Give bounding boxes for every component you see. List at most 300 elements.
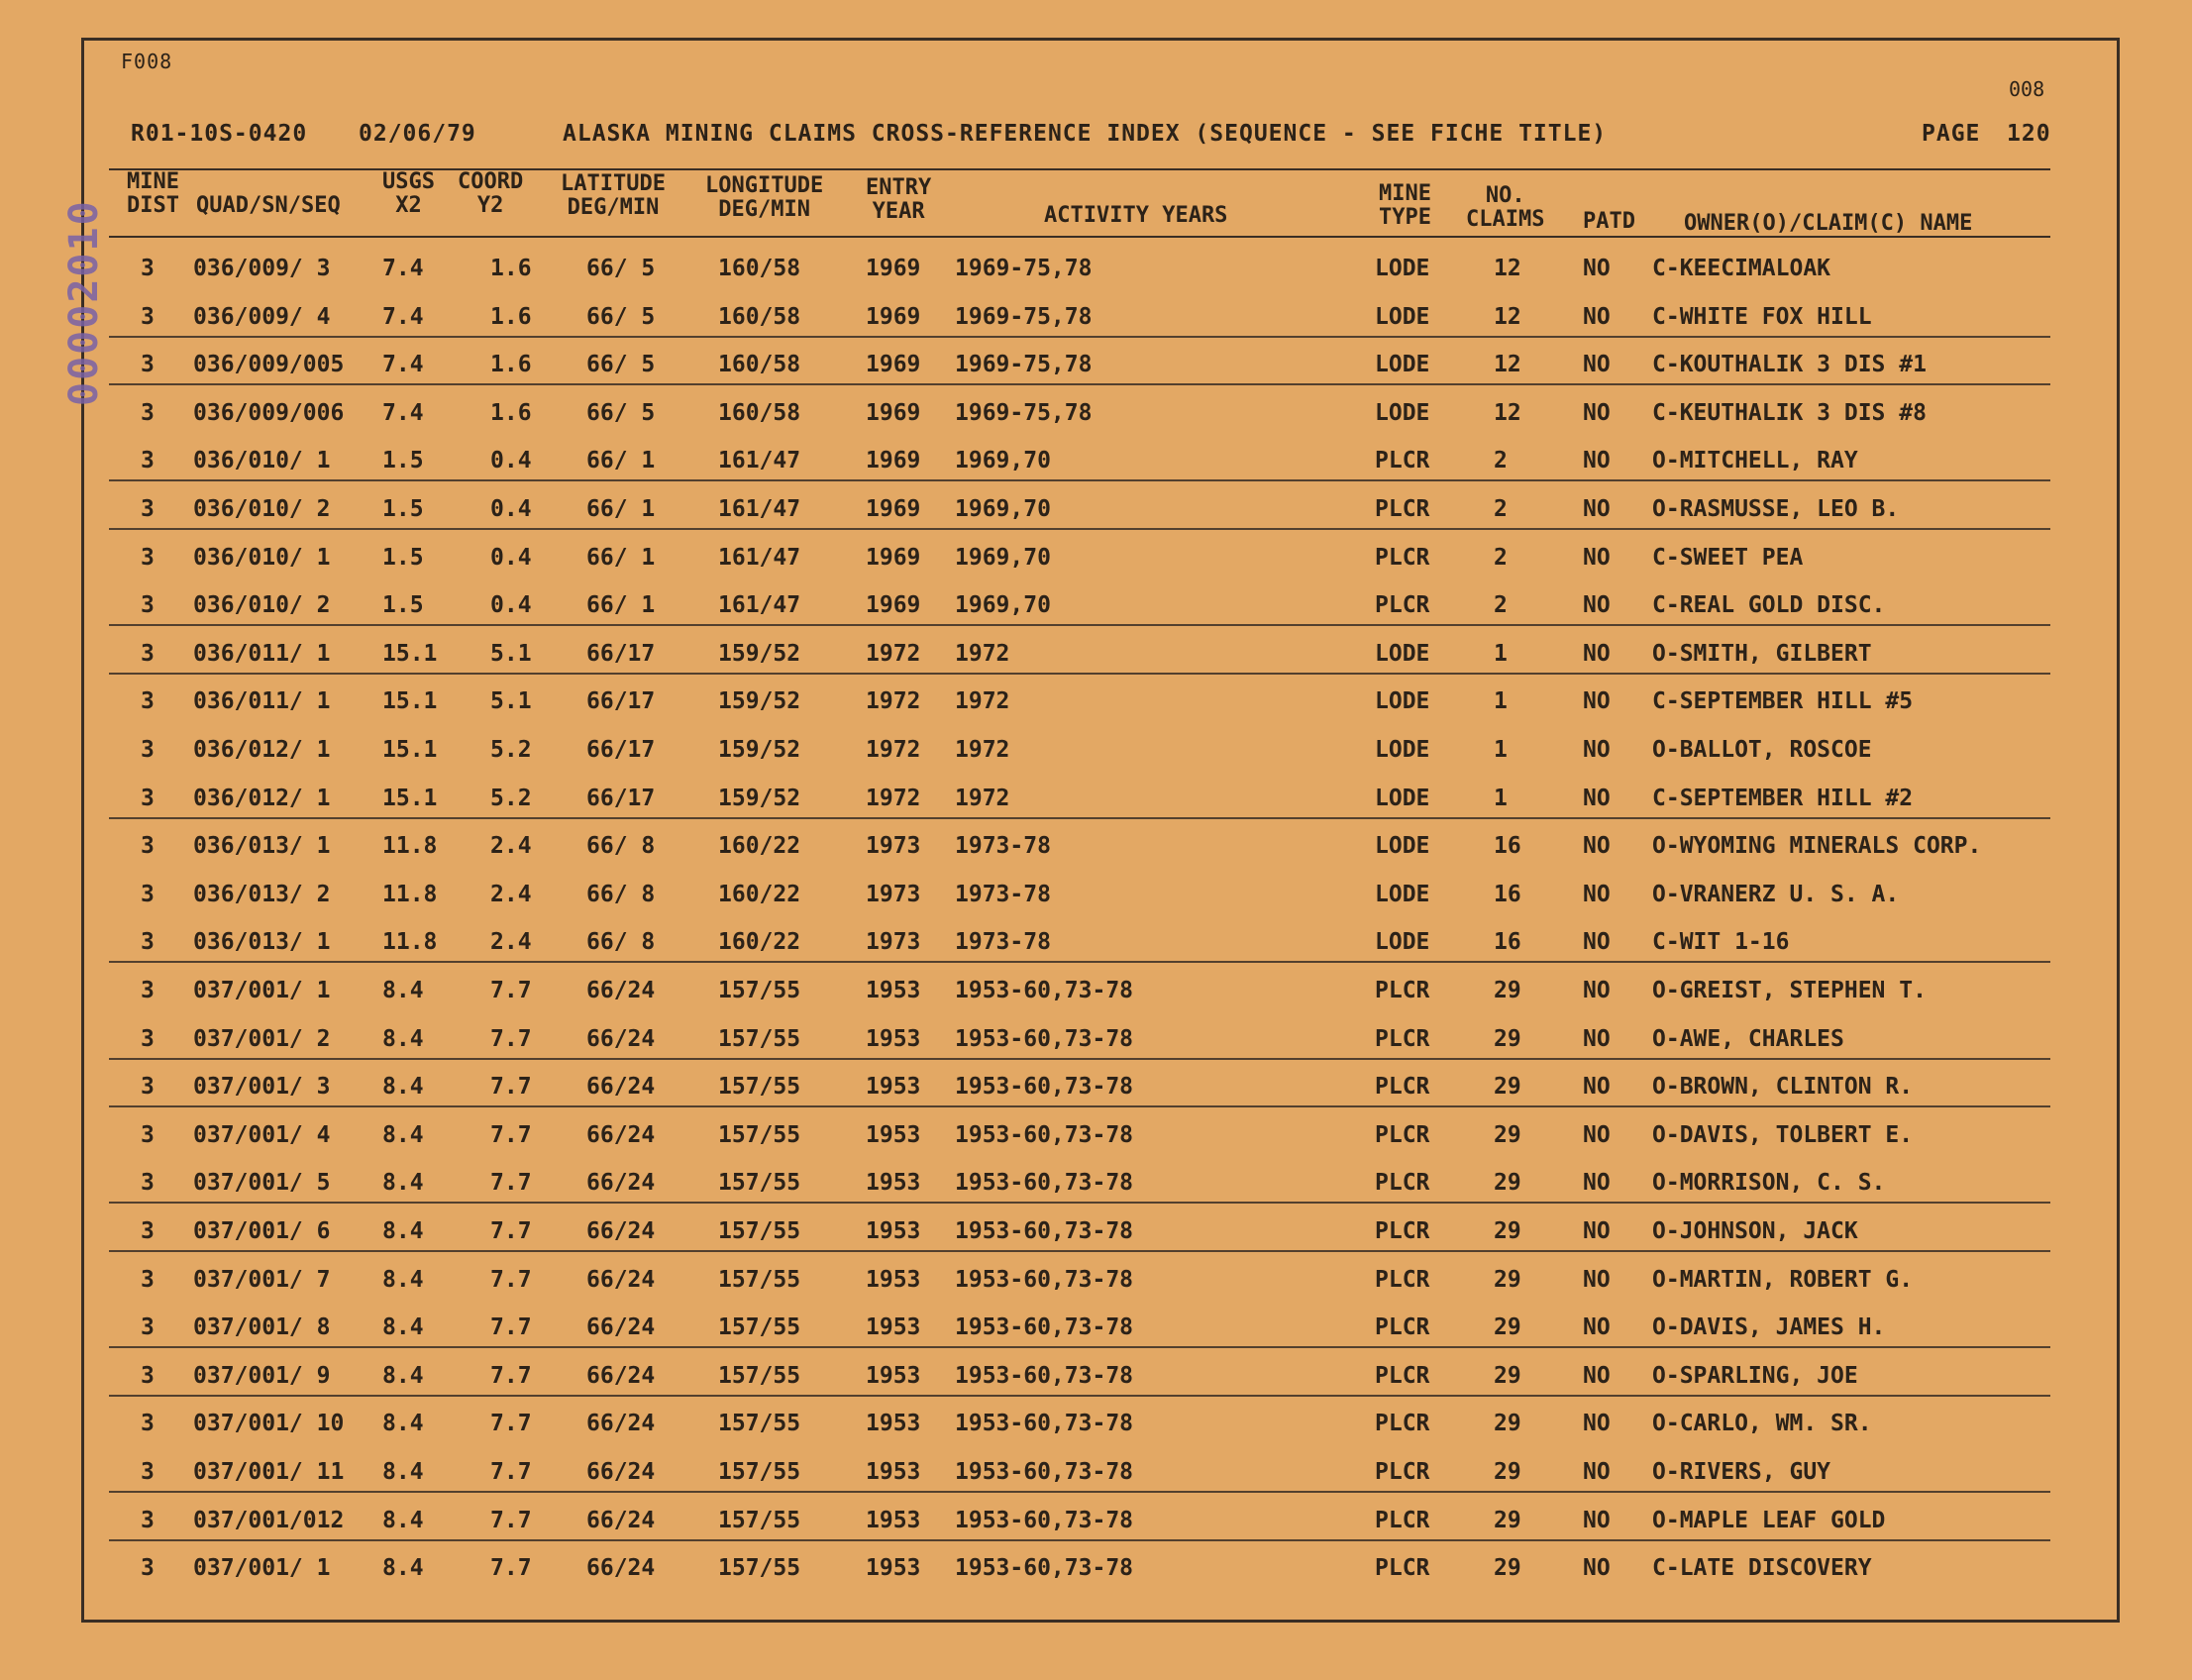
quad-cell: 037/001/ 8 bbox=[193, 1314, 331, 1340]
coord-y2-cell: 7.7 bbox=[490, 1508, 532, 1533]
coord-y2-cell: 7.7 bbox=[490, 1267, 532, 1293]
usgs-x2-cell: 11.8 bbox=[382, 882, 438, 907]
mine-dist-cell: 3 bbox=[141, 1170, 155, 1196]
coord-y2-cell: 1.6 bbox=[490, 304, 532, 330]
entry-year-cell: 1972 bbox=[866, 641, 921, 667]
usgs-x2-cell: 15.1 bbox=[382, 737, 438, 763]
table-row bbox=[0, 296, 2192, 344]
mine-dist-cell: 3 bbox=[141, 1074, 155, 1100]
mine-dist-cell: 3 bbox=[141, 592, 155, 618]
owner-claim-cell: O-AWE, CHARLES bbox=[1652, 1026, 1844, 1052]
no-claims-cell: 29 bbox=[1494, 1555, 1521, 1581]
activity-years-cell: 1972 bbox=[955, 737, 1010, 763]
longitude-cell: 157/55 bbox=[718, 1026, 801, 1052]
latitude-cell: 66/17 bbox=[586, 737, 656, 763]
mine-dist-cell: 3 bbox=[141, 737, 155, 763]
quad-cell: 037/001/ 3 bbox=[193, 1074, 331, 1100]
entry-year-cell: 1969 bbox=[866, 592, 921, 618]
owner-claim-cell: O-GREIST, STEPHEN T. bbox=[1652, 978, 1927, 1003]
usgs-x2-cell: 8.4 bbox=[382, 1363, 424, 1389]
side-stamp-number: 00002010 bbox=[61, 199, 107, 406]
quad-cell: 036/009/ 3 bbox=[193, 256, 331, 281]
activity-years-cell: 1969,70 bbox=[955, 545, 1051, 571]
usgs-x2-cell: 1.5 bbox=[382, 545, 424, 571]
quad-cell: 036/009/ 4 bbox=[193, 304, 331, 330]
usgs-x2-cell: 7.4 bbox=[382, 304, 424, 330]
quad-cell: 036/013/ 1 bbox=[193, 929, 331, 955]
entry-year-cell: 1973 bbox=[866, 929, 921, 955]
col-latitude: LATITUDE DEG/MIN bbox=[561, 171, 666, 220]
quad-cell: 037/001/ 5 bbox=[193, 1170, 331, 1196]
owner-claim-cell: O-SPARLING, JOE bbox=[1652, 1363, 1858, 1389]
entry-year-cell: 1973 bbox=[866, 882, 921, 907]
col-no-claims: NO. CLAIMS bbox=[1466, 183, 1545, 232]
no-claims-cell: 29 bbox=[1494, 1411, 1521, 1436]
patd-cell: NO bbox=[1583, 833, 1611, 859]
entry-year-cell: 1953 bbox=[866, 1508, 921, 1533]
latitude-cell: 66/ 1 bbox=[586, 448, 656, 473]
owner-claim-cell: O-MAPLE LEAF GOLD bbox=[1652, 1508, 1886, 1533]
entry-year-cell: 1953 bbox=[866, 1459, 921, 1485]
activity-years-cell: 1953-60,73-78 bbox=[955, 1314, 1134, 1340]
mine-type-cell: PLCR bbox=[1375, 496, 1430, 522]
mine-dist-cell: 3 bbox=[141, 1363, 155, 1389]
latitude-cell: 66/24 bbox=[586, 1459, 656, 1485]
quad-cell: 037/001/ 9 bbox=[193, 1363, 331, 1389]
activity-years-cell: 1953-60,73-78 bbox=[955, 1218, 1134, 1244]
owner-claim-cell: C-KEECIMALOAK bbox=[1652, 256, 1831, 281]
latitude-cell: 66/ 5 bbox=[586, 400, 656, 426]
longitude-cell: 157/55 bbox=[718, 1363, 801, 1389]
entry-year-cell: 1953 bbox=[866, 978, 921, 1003]
coord-y2-cell: 7.7 bbox=[490, 1026, 532, 1052]
patd-cell: NO bbox=[1583, 737, 1611, 763]
mine-dist-cell: 3 bbox=[141, 545, 155, 571]
no-claims-cell: 12 bbox=[1494, 352, 1521, 377]
quad-cell: 037/001/ 1 bbox=[193, 1555, 331, 1581]
owner-claim-cell: O-CARLO, WM. SR. bbox=[1652, 1411, 1872, 1436]
mine-dist-cell: 3 bbox=[141, 1508, 155, 1533]
mine-type-cell: LODE bbox=[1375, 304, 1430, 330]
activity-years-cell: 1953-60,73-78 bbox=[955, 1122, 1134, 1148]
mine-type-cell: LODE bbox=[1375, 833, 1430, 859]
longitude-cell: 159/52 bbox=[718, 786, 801, 811]
usgs-x2-cell: 8.4 bbox=[382, 1170, 424, 1196]
no-claims-cell: 1 bbox=[1494, 786, 1508, 811]
activity-years-cell: 1953-60,73-78 bbox=[955, 1411, 1134, 1436]
quad-cell: 036/010/ 2 bbox=[193, 592, 331, 618]
mine-dist-cell: 3 bbox=[141, 978, 155, 1003]
latitude-cell: 66/24 bbox=[586, 978, 656, 1003]
mine-type-cell: PLCR bbox=[1375, 592, 1430, 618]
patd-cell: NO bbox=[1583, 1026, 1611, 1052]
mine-type-cell: PLCR bbox=[1375, 1074, 1430, 1100]
longitude-cell: 157/55 bbox=[718, 1555, 801, 1581]
report-id: R01-10S-0420 bbox=[131, 121, 308, 147]
mine-dist-cell: 3 bbox=[141, 833, 155, 859]
latitude-cell: 66/ 1 bbox=[586, 592, 656, 618]
mine-dist-cell: 3 bbox=[141, 496, 155, 522]
latitude-cell: 66/17 bbox=[586, 786, 656, 811]
latitude-cell: 66/ 8 bbox=[586, 882, 656, 907]
no-claims-cell: 2 bbox=[1494, 545, 1508, 571]
mine-dist-cell: 3 bbox=[141, 1314, 155, 1340]
owner-claim-cell: C-SEPTEMBER HILL #2 bbox=[1652, 786, 1914, 811]
coord-y2-cell: 0.4 bbox=[490, 496, 532, 522]
longitude-cell: 161/47 bbox=[718, 496, 801, 522]
entry-year-cell: 1969 bbox=[866, 545, 921, 571]
patd-cell: NO bbox=[1583, 1411, 1611, 1436]
entry-year-cell: 1953 bbox=[866, 1555, 921, 1581]
no-claims-cell: 29 bbox=[1494, 1363, 1521, 1389]
table-row bbox=[0, 1066, 2192, 1113]
table-row bbox=[0, 344, 2192, 391]
no-claims-cell: 12 bbox=[1494, 256, 1521, 281]
col-activity-years: ACTIVITY YEARS bbox=[1044, 203, 1228, 228]
latitude-cell: 66/24 bbox=[586, 1267, 656, 1293]
quad-cell: 037/001/ 4 bbox=[193, 1122, 331, 1148]
patd-cell: NO bbox=[1583, 882, 1611, 907]
owner-claim-cell: C-KOUTHALIK 3 DIS #1 bbox=[1652, 352, 1927, 377]
table-row bbox=[0, 1018, 2192, 1066]
latitude-cell: 66/ 1 bbox=[586, 496, 656, 522]
patd-cell: NO bbox=[1583, 304, 1611, 330]
usgs-x2-cell: 8.4 bbox=[382, 1411, 424, 1436]
table-row bbox=[0, 729, 2192, 777]
no-claims-cell: 2 bbox=[1494, 448, 1508, 473]
latitude-cell: 66/24 bbox=[586, 1363, 656, 1389]
longitude-cell: 157/55 bbox=[718, 1314, 801, 1340]
no-claims-cell: 12 bbox=[1494, 304, 1521, 330]
usgs-x2-cell: 7.4 bbox=[382, 400, 424, 426]
table-row bbox=[0, 1114, 2192, 1162]
mine-type-cell: PLCR bbox=[1375, 545, 1430, 571]
coord-y2-cell: 0.4 bbox=[490, 592, 532, 618]
longitude-cell: 160/58 bbox=[718, 304, 801, 330]
table-row bbox=[0, 1500, 2192, 1547]
quad-cell: 036/011/ 1 bbox=[193, 641, 331, 667]
patd-cell: NO bbox=[1583, 1459, 1611, 1485]
owner-claim-cell: C-WIT 1-16 bbox=[1652, 929, 1790, 955]
entry-year-cell: 1972 bbox=[866, 786, 921, 811]
usgs-x2-cell: 8.4 bbox=[382, 1555, 424, 1581]
col-mine-type: MINE TYPE bbox=[1379, 181, 1431, 230]
mine-type-cell: LODE bbox=[1375, 400, 1430, 426]
table-row bbox=[0, 1403, 2192, 1450]
usgs-x2-cell: 1.5 bbox=[382, 592, 424, 618]
patd-cell: NO bbox=[1583, 1218, 1611, 1244]
no-claims-cell: 29 bbox=[1494, 1508, 1521, 1533]
quad-cell: 037/001/ 2 bbox=[193, 1026, 331, 1052]
quad-cell: 036/013/ 2 bbox=[193, 882, 331, 907]
patd-cell: NO bbox=[1583, 1122, 1611, 1148]
patd-cell: NO bbox=[1583, 1314, 1611, 1340]
usgs-x2-cell: 7.4 bbox=[382, 352, 424, 377]
table-row bbox=[0, 488, 2192, 536]
mine-type-cell: PLCR bbox=[1375, 1122, 1430, 1148]
mine-dist-cell: 3 bbox=[141, 448, 155, 473]
col-entry-year: ENTRY YEAR bbox=[866, 175, 932, 224]
entry-year-cell: 1953 bbox=[866, 1170, 921, 1196]
longitude-cell: 157/55 bbox=[718, 1218, 801, 1244]
coord-y2-cell: 2.4 bbox=[490, 833, 532, 859]
report-title: ALASKA MINING CLAIMS CROSS-REFERENCE INDEX (SEQUENCE - SEE FICHE TITLE) bbox=[563, 121, 1608, 147]
latitude-cell: 66/ 5 bbox=[586, 304, 656, 330]
owner-claim-cell: O-JOHNSON, JACK bbox=[1652, 1218, 1858, 1244]
longitude-cell: 161/47 bbox=[718, 545, 801, 571]
longitude-cell: 157/55 bbox=[718, 1170, 801, 1196]
owner-claim-cell: O-MORRISON, C. S. bbox=[1652, 1170, 1886, 1196]
mine-type-cell: LODE bbox=[1375, 641, 1430, 667]
col-longitude: LONGITUDE DEG/MIN bbox=[705, 173, 824, 222]
table-row bbox=[0, 537, 2192, 584]
coord-y2-cell: 0.4 bbox=[490, 448, 532, 473]
table-row bbox=[0, 392, 2192, 440]
mine-type-cell: PLCR bbox=[1375, 1314, 1430, 1340]
owner-claim-cell: O-MITCHELL, RAY bbox=[1652, 448, 1858, 473]
mine-type-cell: LODE bbox=[1375, 929, 1430, 955]
mine-type-cell: PLCR bbox=[1375, 1170, 1430, 1196]
owner-claim-cell: O-RASMUSSE, LEO B. bbox=[1652, 496, 1900, 522]
owner-claim-cell: O-WYOMING MINERALS CORP. bbox=[1652, 833, 1982, 859]
quad-cell: 036/009/005 bbox=[193, 352, 345, 377]
patd-cell: NO bbox=[1583, 1555, 1611, 1581]
coord-y2-cell: 7.7 bbox=[490, 1411, 532, 1436]
coord-y2-cell: 7.7 bbox=[490, 1122, 532, 1148]
longitude-cell: 161/47 bbox=[718, 592, 801, 618]
no-claims-cell: 2 bbox=[1494, 496, 1508, 522]
mine-type-cell: LODE bbox=[1375, 256, 1430, 281]
owner-claim-cell: C-WHITE FOX HILL bbox=[1652, 304, 1872, 330]
coord-y2-cell: 5.1 bbox=[490, 688, 532, 714]
entry-year-cell: 1969 bbox=[866, 352, 921, 377]
latitude-cell: 66/24 bbox=[586, 1508, 656, 1533]
activity-years-cell: 1973-78 bbox=[955, 833, 1051, 859]
activity-years-cell: 1972 bbox=[955, 786, 1010, 811]
longitude-cell: 160/58 bbox=[718, 256, 801, 281]
mine-type-cell: PLCR bbox=[1375, 1411, 1430, 1436]
latitude-cell: 66/17 bbox=[586, 641, 656, 667]
patd-cell: NO bbox=[1583, 1267, 1611, 1293]
activity-years-cell: 1969,70 bbox=[955, 592, 1051, 618]
usgs-x2-cell: 8.4 bbox=[382, 1267, 424, 1293]
patd-cell: NO bbox=[1583, 496, 1611, 522]
owner-claim-cell: O-RIVERS, GUY bbox=[1652, 1459, 1831, 1485]
owner-claim-cell: C-REAL GOLD DISC. bbox=[1652, 592, 1886, 618]
table-row bbox=[0, 681, 2192, 728]
usgs-x2-cell: 11.8 bbox=[382, 929, 438, 955]
activity-years-cell: 1969-75,78 bbox=[955, 352, 1093, 377]
no-claims-cell: 16 bbox=[1494, 882, 1521, 907]
patd-cell: NO bbox=[1583, 641, 1611, 667]
latitude-cell: 66/ 5 bbox=[586, 352, 656, 377]
latitude-cell: 66/24 bbox=[586, 1026, 656, 1052]
activity-years-cell: 1953-60,73-78 bbox=[955, 1026, 1134, 1052]
entry-year-cell: 1969 bbox=[866, 304, 921, 330]
table-row bbox=[0, 778, 2192, 825]
mine-dist-cell: 3 bbox=[141, 641, 155, 667]
activity-years-cell: 1969,70 bbox=[955, 496, 1051, 522]
no-claims-cell: 16 bbox=[1494, 929, 1521, 955]
table-row bbox=[0, 970, 2192, 1017]
coord-y2-cell: 7.7 bbox=[490, 1074, 532, 1100]
usgs-x2-cell: 15.1 bbox=[382, 688, 438, 714]
activity-years-cell: 1953-60,73-78 bbox=[955, 1267, 1134, 1293]
mine-dist-cell: 3 bbox=[141, 352, 155, 377]
mine-type-cell: PLCR bbox=[1375, 1026, 1430, 1052]
mine-dist-cell: 3 bbox=[141, 1122, 155, 1148]
mine-type-cell: PLCR bbox=[1375, 1363, 1430, 1389]
table-row bbox=[0, 1451, 2192, 1499]
no-claims-cell: 1 bbox=[1494, 737, 1508, 763]
activity-years-cell: 1973-78 bbox=[955, 929, 1051, 955]
latitude-cell: 66/ 8 bbox=[586, 833, 656, 859]
table-row bbox=[0, 248, 2192, 295]
activity-years-cell: 1969-75,78 bbox=[955, 256, 1093, 281]
coord-y2-cell: 2.4 bbox=[490, 882, 532, 907]
mine-dist-cell: 3 bbox=[141, 786, 155, 811]
mine-type-cell: LODE bbox=[1375, 688, 1430, 714]
coord-y2-cell: 7.7 bbox=[490, 1218, 532, 1244]
mine-dist-cell: 3 bbox=[141, 929, 155, 955]
usgs-x2-cell: 8.4 bbox=[382, 1314, 424, 1340]
no-claims-cell: 29 bbox=[1494, 1122, 1521, 1148]
activity-years-cell: 1953-60,73-78 bbox=[955, 1074, 1134, 1100]
activity-years-cell: 1953-60,73-78 bbox=[955, 1459, 1134, 1485]
quad-cell: 037/001/ 11 bbox=[193, 1459, 345, 1485]
mine-type-cell: PLCR bbox=[1375, 448, 1430, 473]
quad-cell: 036/009/006 bbox=[193, 400, 345, 426]
longitude-cell: 159/52 bbox=[718, 641, 801, 667]
entry-year-cell: 1972 bbox=[866, 688, 921, 714]
latitude-cell: 66/24 bbox=[586, 1122, 656, 1148]
mine-dist-cell: 3 bbox=[141, 1411, 155, 1436]
entry-year-cell: 1953 bbox=[866, 1314, 921, 1340]
table-row bbox=[0, 1355, 2192, 1403]
activity-years-cell: 1953-60,73-78 bbox=[955, 1363, 1134, 1389]
table-row bbox=[0, 1259, 2192, 1307]
table-row bbox=[0, 1547, 2192, 1595]
latitude-cell: 66/24 bbox=[586, 1170, 656, 1196]
mine-type-cell: LODE bbox=[1375, 352, 1430, 377]
coord-y2-cell: 7.7 bbox=[490, 1459, 532, 1485]
table-row bbox=[0, 633, 2192, 681]
owner-claim-cell: O-BROWN, CLINTON R. bbox=[1652, 1074, 1914, 1100]
patd-cell: NO bbox=[1583, 1074, 1611, 1100]
col-owner-claim: OWNER(O)/CLAIM(C) NAME bbox=[1684, 211, 1973, 236]
no-claims-cell: 29 bbox=[1494, 1267, 1521, 1293]
quad-cell: 037/001/ 7 bbox=[193, 1267, 331, 1293]
mine-type-cell: LODE bbox=[1375, 786, 1430, 811]
patd-cell: NO bbox=[1583, 688, 1611, 714]
owner-claim-cell: C-LATE DISCOVERY bbox=[1652, 1555, 1872, 1581]
patd-cell: NO bbox=[1583, 978, 1611, 1003]
usgs-x2-cell: 8.4 bbox=[382, 1074, 424, 1100]
table-row bbox=[0, 825, 2192, 873]
longitude-cell: 157/55 bbox=[718, 978, 801, 1003]
mine-type-cell: PLCR bbox=[1375, 1508, 1430, 1533]
latitude-cell: 66/24 bbox=[586, 1314, 656, 1340]
owner-claim-cell: O-DAVIS, TOLBERT E. bbox=[1652, 1122, 1914, 1148]
patd-cell: NO bbox=[1583, 929, 1611, 955]
col-usgs-x2: USGS X2 bbox=[382, 169, 435, 218]
no-claims-cell: 29 bbox=[1494, 1074, 1521, 1100]
usgs-x2-cell: 8.4 bbox=[382, 1026, 424, 1052]
coord-y2-cell: 7.7 bbox=[490, 1363, 532, 1389]
longitude-cell: 157/55 bbox=[718, 1411, 801, 1436]
coord-y2-cell: 1.6 bbox=[490, 256, 532, 281]
entry-year-cell: 1953 bbox=[866, 1267, 921, 1293]
usgs-x2-cell: 8.4 bbox=[382, 978, 424, 1003]
owner-claim-cell: C-KEUTHALIK 3 DIS #8 bbox=[1652, 400, 1927, 426]
col-coord-y2: COORD Y2 bbox=[458, 169, 524, 218]
usgs-x2-cell: 8.4 bbox=[382, 1218, 424, 1244]
longitude-cell: 161/47 bbox=[718, 448, 801, 473]
table-row bbox=[0, 874, 2192, 921]
patd-cell: NO bbox=[1583, 1363, 1611, 1389]
patd-cell: NO bbox=[1583, 400, 1611, 426]
quad-cell: 037/001/ 6 bbox=[193, 1218, 331, 1244]
activity-years-cell: 1953-60,73-78 bbox=[955, 1555, 1134, 1581]
owner-claim-cell: C-SEPTEMBER HILL #5 bbox=[1652, 688, 1914, 714]
no-claims-cell: 2 bbox=[1494, 592, 1508, 618]
mine-dist-cell: 3 bbox=[141, 1555, 155, 1581]
usgs-x2-cell: 15.1 bbox=[382, 641, 438, 667]
owner-claim-cell: O-VRANERZ U. S. A. bbox=[1652, 882, 1900, 907]
latitude-cell: 66/17 bbox=[586, 688, 656, 714]
mine-dist-cell: 3 bbox=[141, 882, 155, 907]
col-quad: QUAD/SN/SEQ bbox=[196, 193, 341, 218]
quad-cell: 036/010/ 1 bbox=[193, 545, 331, 571]
quad-cell: 036/010/ 2 bbox=[193, 496, 331, 522]
latitude-cell: 66/24 bbox=[586, 1218, 656, 1244]
quad-cell: 036/012/ 1 bbox=[193, 737, 331, 763]
table-row bbox=[0, 921, 2192, 969]
latitude-cell: 66/ 1 bbox=[586, 545, 656, 571]
mine-type-cell: LODE bbox=[1375, 737, 1430, 763]
entry-year-cell: 1972 bbox=[866, 737, 921, 763]
no-claims-cell: 29 bbox=[1494, 1170, 1521, 1196]
latitude-cell: 66/24 bbox=[586, 1555, 656, 1581]
owner-claim-cell: O-SMITH, GILBERT bbox=[1652, 641, 1872, 667]
entry-year-cell: 1953 bbox=[866, 1218, 921, 1244]
table-row bbox=[0, 440, 2192, 487]
coord-y2-cell: 0.4 bbox=[490, 545, 532, 571]
usgs-x2-cell: 11.8 bbox=[382, 833, 438, 859]
page-label: PAGE bbox=[1922, 121, 1981, 147]
quad-cell: 036/012/ 1 bbox=[193, 786, 331, 811]
owner-claim-cell: O-DAVIS, JAMES H. bbox=[1652, 1314, 1886, 1340]
coord-y2-cell: 1.6 bbox=[490, 400, 532, 426]
no-claims-cell: 1 bbox=[1494, 688, 1508, 714]
longitude-cell: 157/55 bbox=[718, 1508, 801, 1533]
col-mine-dist: MINE DIST bbox=[127, 169, 179, 218]
no-claims-cell: 29 bbox=[1494, 1459, 1521, 1485]
mine-type-cell: PLCR bbox=[1375, 978, 1430, 1003]
longitude-cell: 159/52 bbox=[718, 737, 801, 763]
no-claims-cell: 16 bbox=[1494, 833, 1521, 859]
quad-cell: 036/010/ 1 bbox=[193, 448, 331, 473]
table-row bbox=[0, 1210, 2192, 1258]
quad-cell: 036/013/ 1 bbox=[193, 833, 331, 859]
longitude-cell: 160/22 bbox=[718, 833, 801, 859]
mine-type-cell: PLCR bbox=[1375, 1218, 1430, 1244]
entry-year-cell: 1953 bbox=[866, 1411, 921, 1436]
corner-label-left: F008 bbox=[121, 50, 173, 73]
usgs-x2-cell: 7.4 bbox=[382, 256, 424, 281]
owner-claim-cell: C-SWEET PEA bbox=[1652, 545, 1804, 571]
entry-year-cell: 1969 bbox=[866, 448, 921, 473]
